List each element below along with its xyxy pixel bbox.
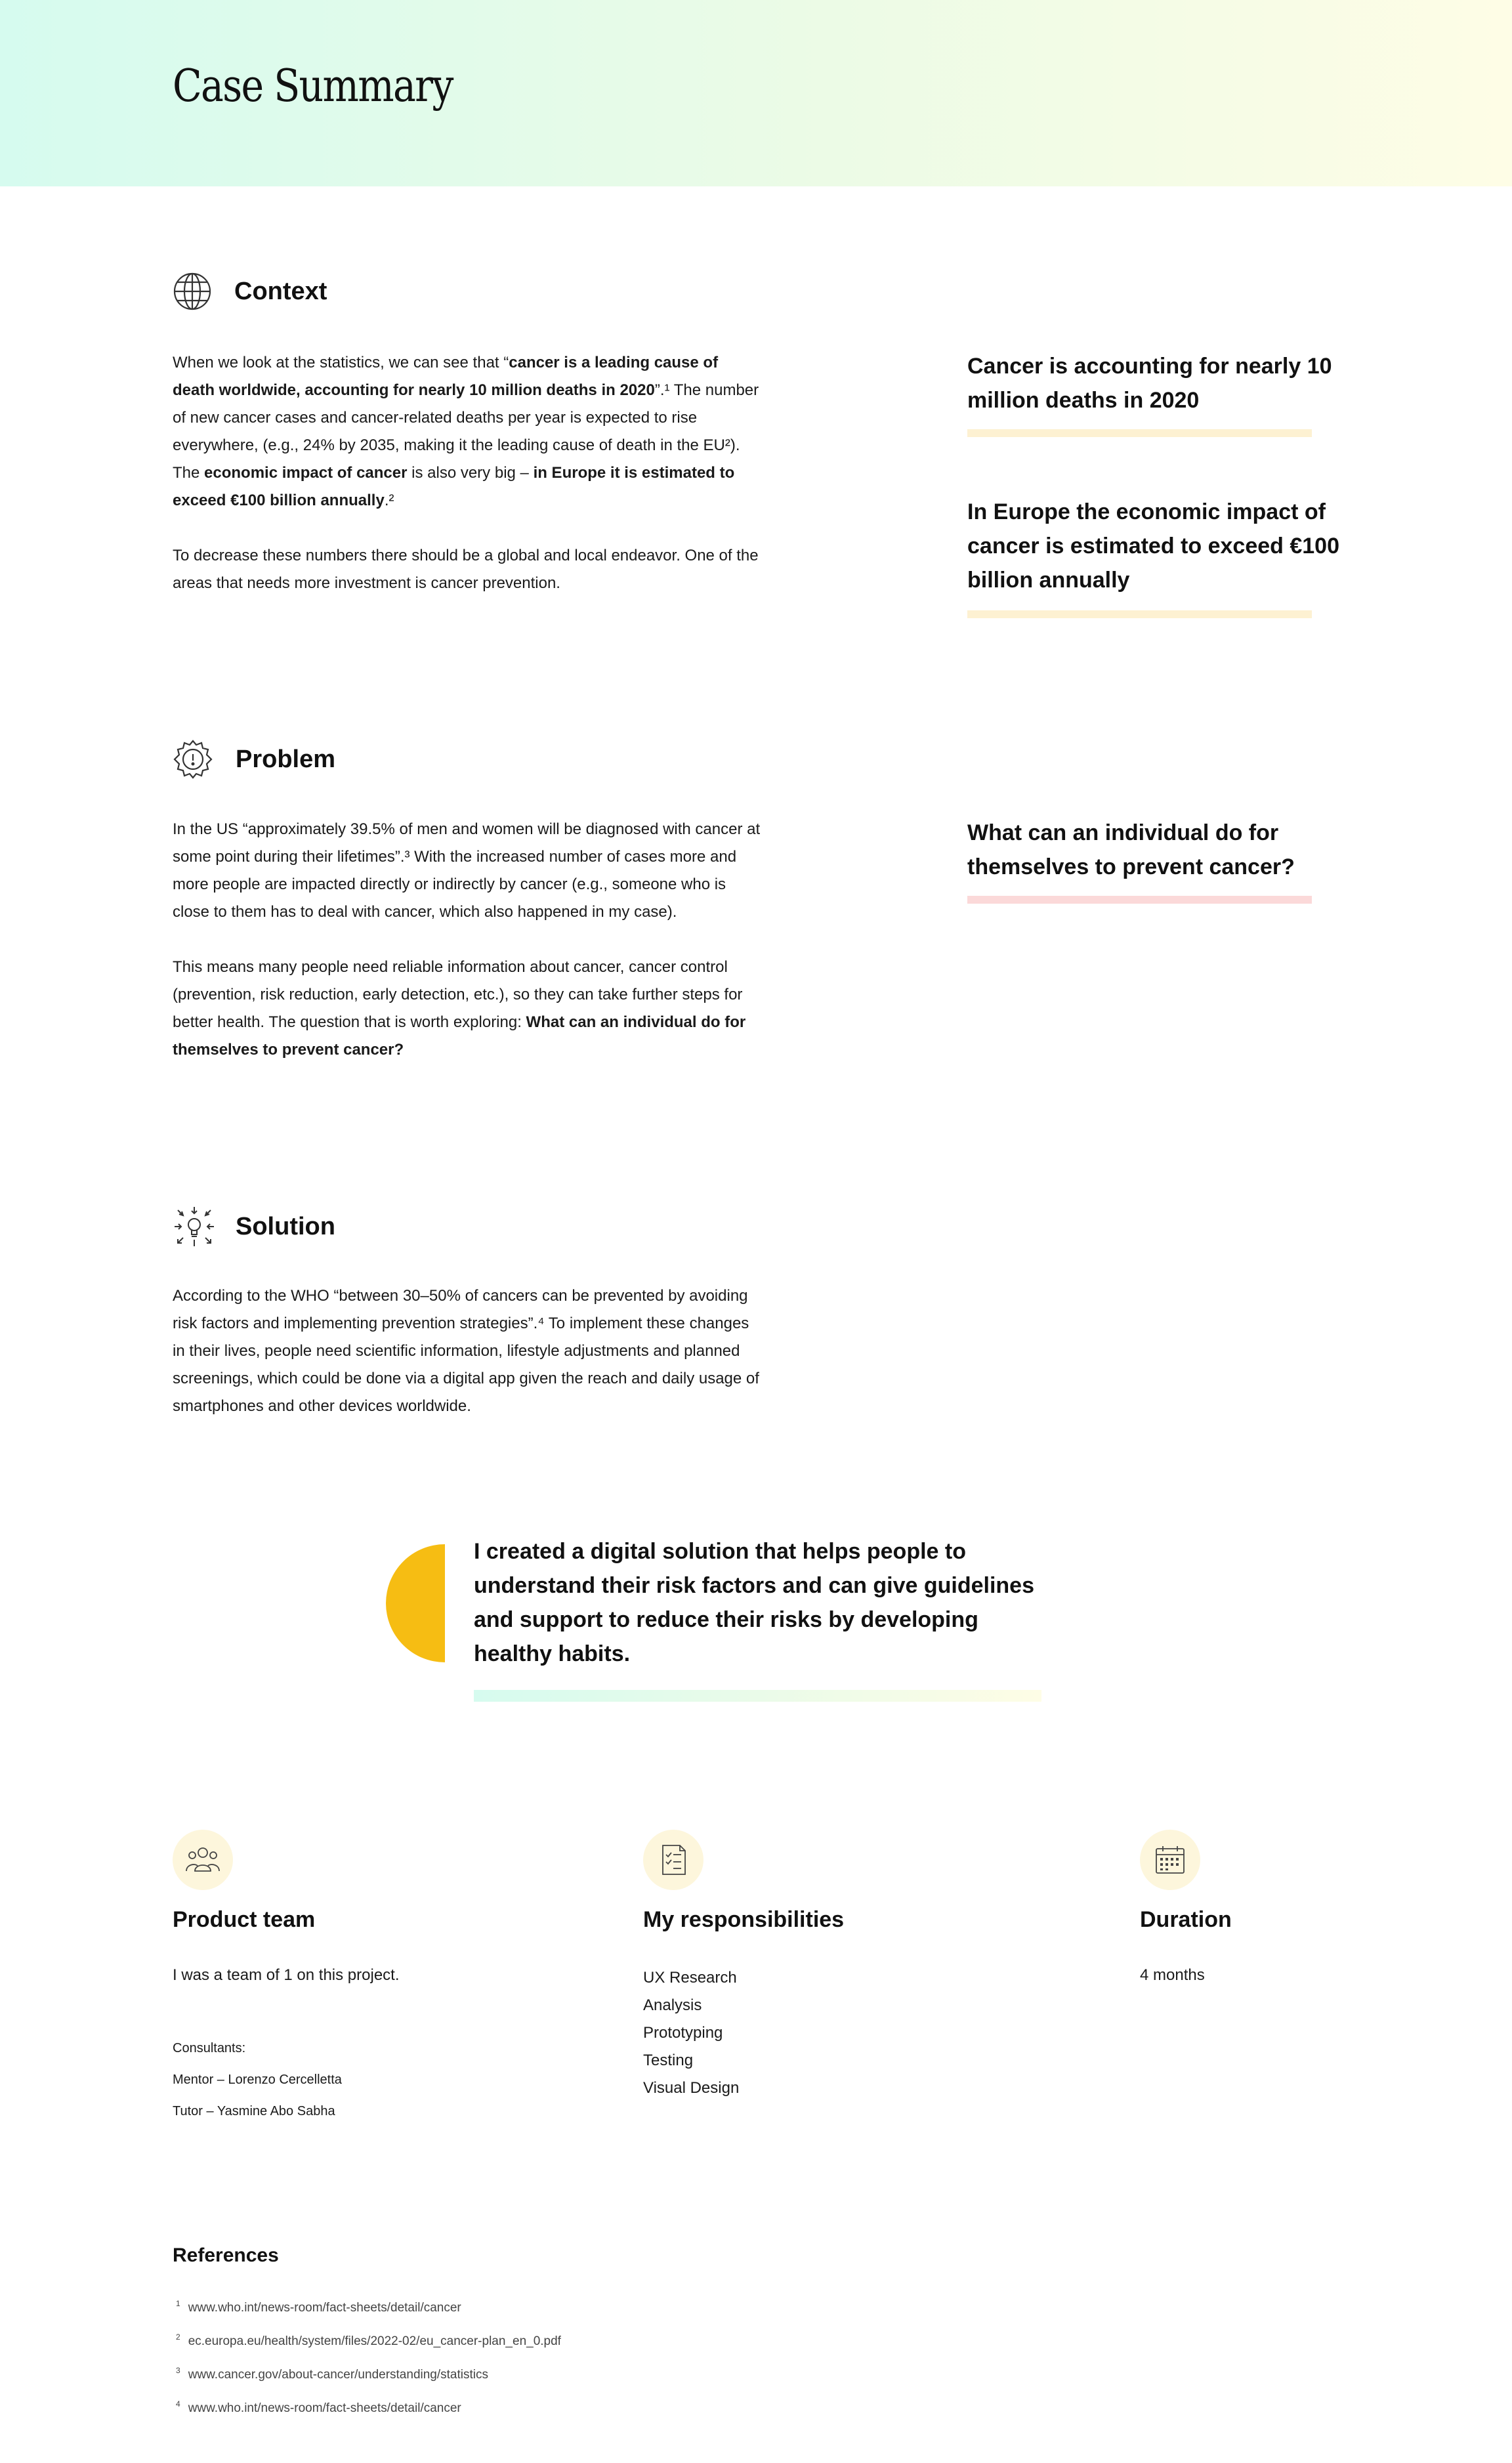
context-paragraph-1: When we look at the statistics, we can see that “cancer is a leading cause of death worldwide, accounting for nearly 10 million deaths in 2020”.¹ The number of new cancer cases and cancer-related deaths per year is expected to rise everywhere, (e.g., 24% by 2035, making it the leading cause of death in the EU²). The economic impact of cancer is also very big – in Europe it is estimated to exceed €100 billion annually.²: [173, 354, 759, 509]
problem-heading: Problem: [236, 745, 336, 773]
lightbulb-arrows-icon: [173, 1205, 216, 1248]
problem-paragraph-1: In the US “approximately 39.5% of men and women will be diagnosed with cancer at some point during their lifetimes”.³ With the increased number of cases more and more people are impacted directly or indirectly by cancer (e.g., someone who is close to them has to deal with cancer, which also happened in my case).: [173, 820, 761, 921]
quote-accent: [386, 1544, 445, 1662]
context-callout-1: Cancer is accounting for nearly 10 million deaths in 2020: [967, 349, 1361, 417]
reference-item: $^4$ www.who.int/news-room/fact-sheets/detail/cancer: [176, 2399, 461, 2415]
solution-header: [173, 1205, 335, 1248]
callout-underline: [967, 429, 1312, 437]
reference-link[interactable]: www.who.int/news-room/fact-sheets/detail/cancer: [188, 2301, 461, 2315]
product-team-text: I was a team of 1 on this project.: [173, 1966, 400, 1984]
problem-header: [173, 739, 335, 780]
product-team-column: [173, 1830, 400, 2118]
problem-callout: What can an individual do for themselves to prevent cancer?: [967, 816, 1361, 884]
context-paragraph-2: To decrease these numbers there should be a global and local endeavor. One of the areas that needs more investment is cancer prevention.: [173, 547, 759, 592]
reference-item: $^1$ www.who.int/news-room/fact-sheets/detail/cancer: [176, 2299, 461, 2315]
duration-title: Duration: [1140, 1907, 1232, 1932]
team-icon: [173, 1830, 233, 1890]
solution-paragraph-1: According to the WHO “between 30–50% of cancers can be prevented by avoiding risk factors and implementing prevention strategies”.⁴ To implement these changes in their lives, people need scientific information, lifestyle adjustments and planned screenings, which could be done via a digital app given the reach and daily usage of smartphones and other devices worldwide.: [173, 1287, 759, 1415]
context-callout-2: In Europe the economic impact of cancer is estimated to exceed €100 billion annually: [967, 495, 1361, 597]
context-heading: Context: [234, 277, 327, 305]
consultants-label: Consultants:: [173, 2041, 246, 2055]
mentor-text: Mentor – Lorenzo Cercelletta: [173, 2073, 342, 2087]
references-list: [176, 2289, 561, 2423]
responsibilities-column: [643, 1830, 845, 2097]
list-item: Analysis: [643, 1996, 702, 2014]
globe-icon: [173, 272, 212, 311]
duration-text: 4 months: [1140, 1966, 1205, 1984]
list-item: Testing: [643, 2052, 694, 2069]
solution-body: [173, 1282, 763, 1420]
references-title: References: [173, 2244, 279, 2266]
problem-body: [173, 816, 763, 1064]
page-title: Case Summary: [173, 60, 453, 112]
callout-underline: [967, 610, 1312, 618]
list-item: UX Research: [643, 1969, 737, 1987]
product-team-title: Product team: [173, 1907, 316, 1932]
list-item: Visual Design: [643, 2079, 740, 2097]
checklist-icon: [643, 1830, 704, 1890]
reference-link[interactable]: www.cancer.gov/about-cancer/understanding/statistics: [188, 2368, 488, 2382]
duration-column: [1140, 1830, 1232, 1984]
tutor-text: Tutor – Yasmine Abo Sabha: [173, 2104, 335, 2118]
problem-paragraph-2: This means many people need reliable information about cancer, cancer control (prevention, risk reduction, early detection, etc.), so they can take further steps for better health. The question that is worth exploring: What can an individual do for themselves to prevent cancer?: [173, 958, 746, 1059]
solution-quote: I created a digital solution that helps people to understand their risk factors and can give guidelines and support to reduce their risks by developing healthy habits.: [474, 1539, 1035, 1666]
calendar-icon: [1140, 1830, 1200, 1890]
context-header: [173, 272, 327, 311]
callout-underline: [967, 896, 1312, 904]
gear-alert-icon: [173, 739, 213, 780]
reference-item: $^3$ www.cancer.gov/about-cancer/understanding/statistics: [176, 2366, 488, 2382]
reference-item: $^2$ ec.europa.eu/health/system/files/2022-02/eu_cancer-plan_en_0.pdf: [176, 2332, 561, 2348]
responsibilities-title: My responsibilities: [643, 1907, 845, 1932]
hero-banner: [0, 0, 1512, 186]
list-item: Prototyping: [643, 2024, 723, 2042]
solution-heading: Solution: [236, 1212, 335, 1240]
quote-underline: [474, 1690, 1041, 1702]
responsibilities-list: [643, 1966, 739, 2104]
context-body: [173, 349, 763, 597]
reference-link[interactable]: ec.europa.eu/health/system/files/2022-02/eu_cancer-plan_en_0.pdf: [188, 2334, 561, 2348]
reference-link[interactable]: www.who.int/news-room/fact-sheets/detail/cancer: [188, 2401, 461, 2415]
